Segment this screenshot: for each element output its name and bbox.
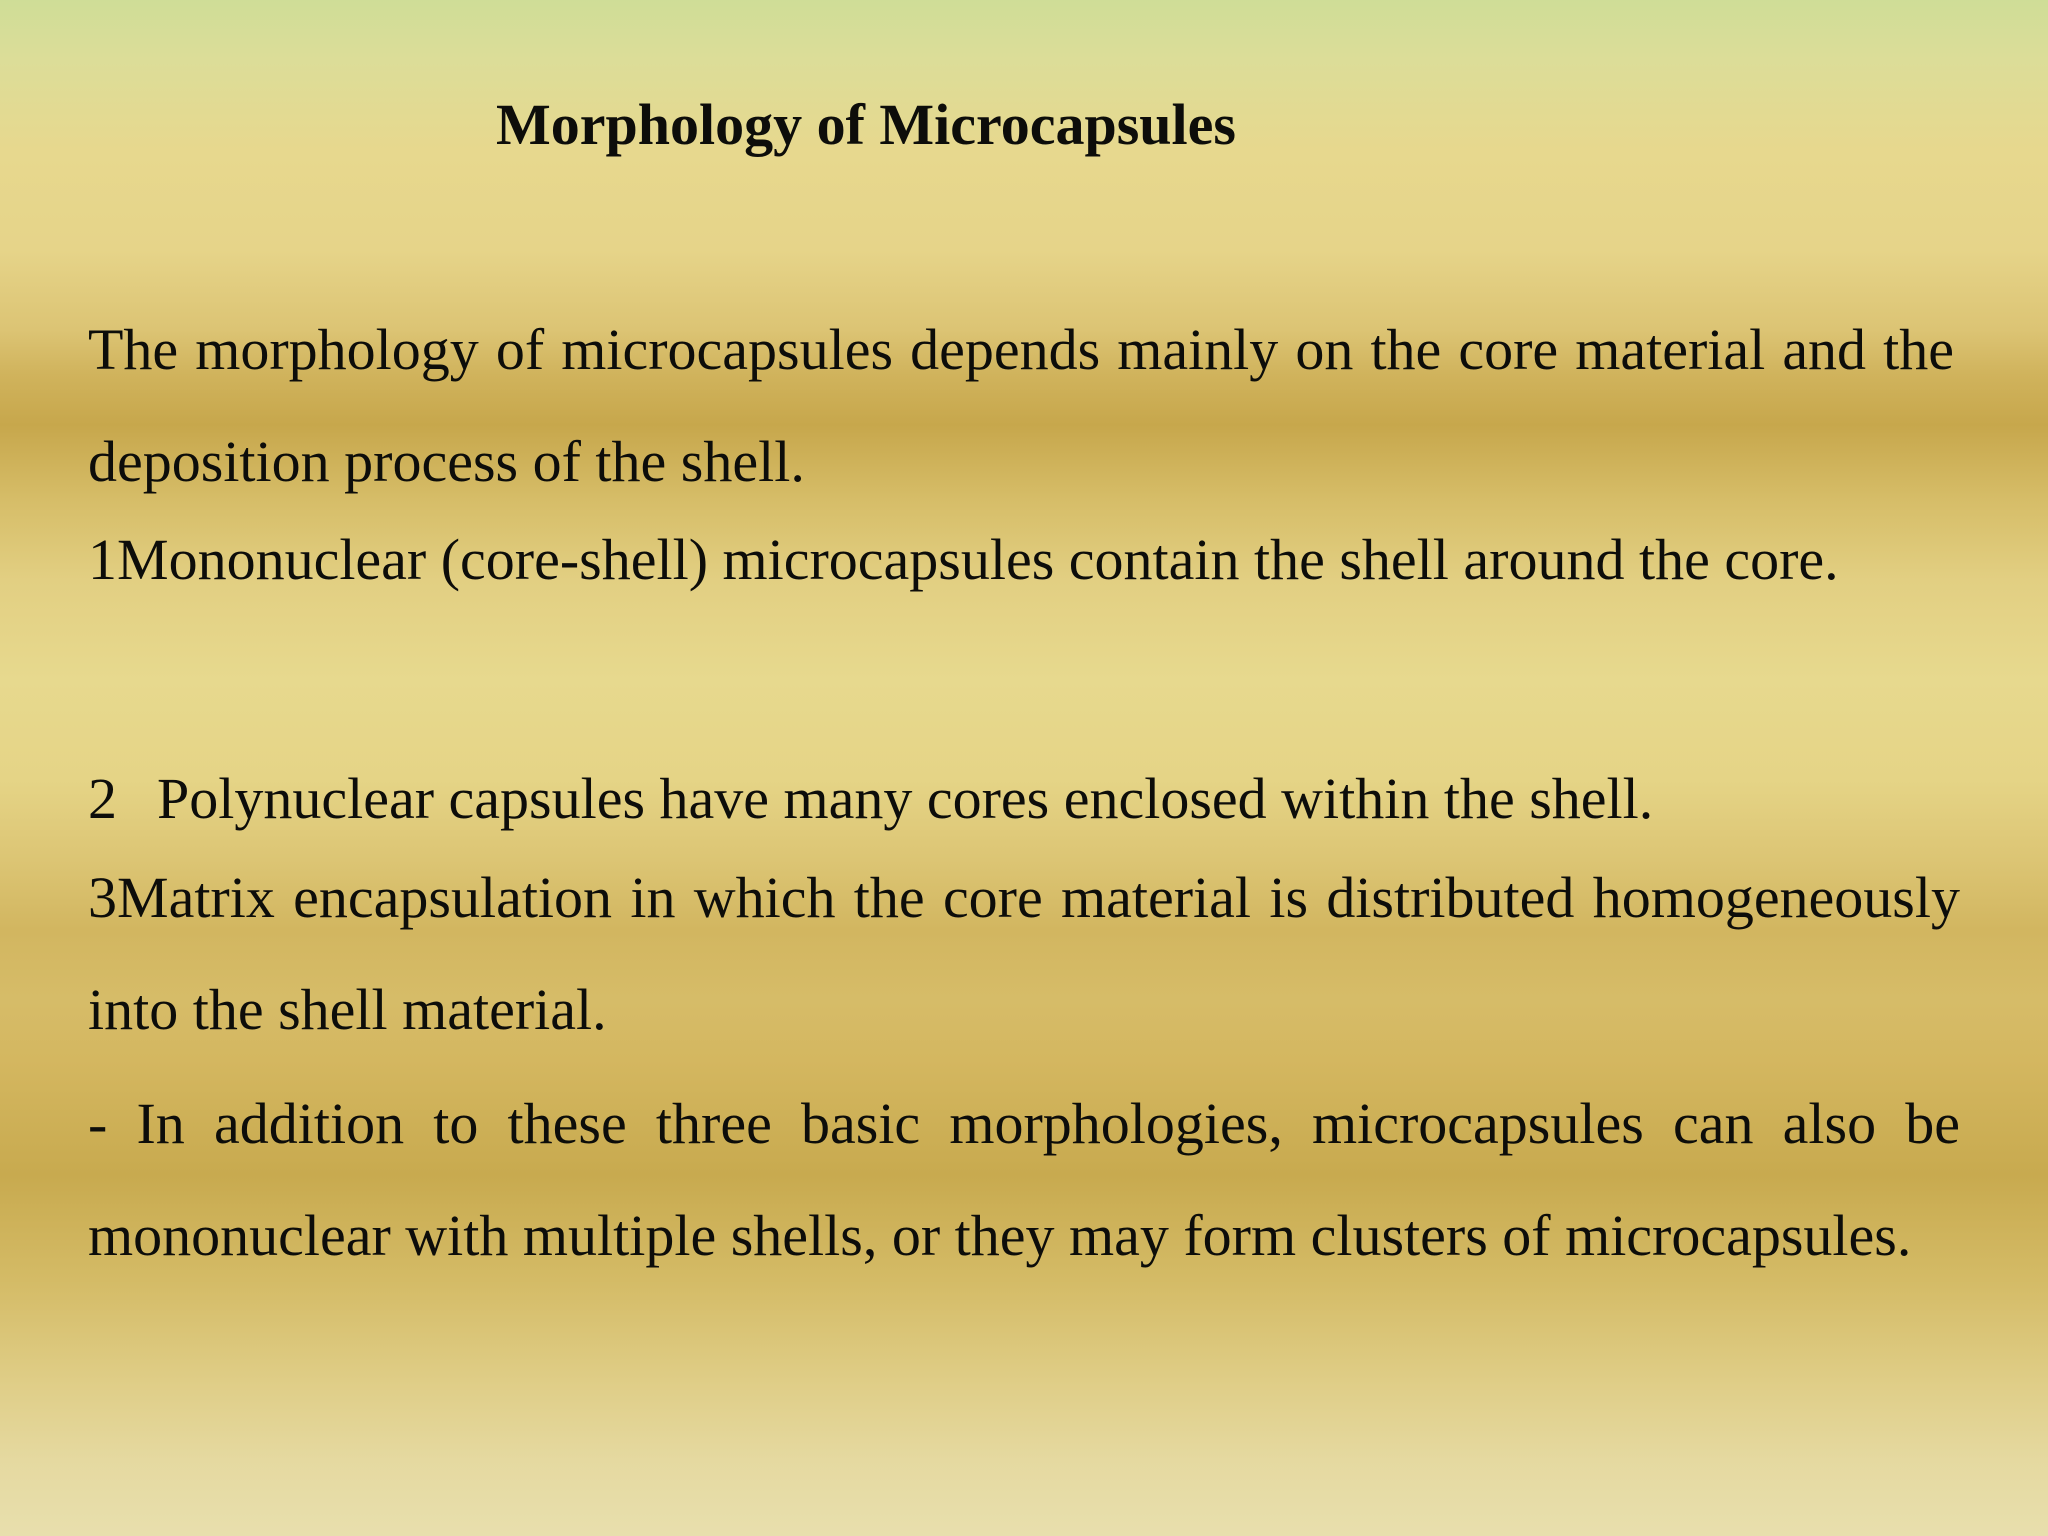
slide-title: Morphology of Microcapsules (496, 92, 1236, 157)
intro-paragraph: The morphology of microcapsules depends mainly on the core material and the deposition process of the shell. (88, 317, 1954, 494)
polynuclear-text: Polynuclear capsules have many cores enclosed within the shell. (157, 766, 1654, 831)
polynuclear-number: 2 (88, 766, 117, 831)
matrix-paragraph: 3Matrix encapsulation in which the core material is distributed homogeneously into the shell material. (88, 865, 1960, 1042)
mononuclear-paragraph: 1Mononuclear (core-shell) microcapsules contain the shell around the core. (88, 527, 1839, 592)
additional-morphologies-paragraph: - In addition to these three basic morphologies, microcapsules can also be mononuclear with multiple shells, or they may form clusters of microcapsules. (88, 1091, 1960, 1268)
polynuclear-paragraph (88, 743, 1960, 855)
